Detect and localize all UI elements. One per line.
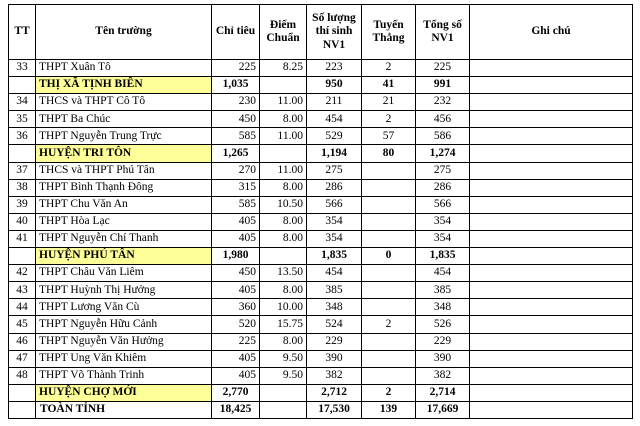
cell-ghi-chu bbox=[470, 367, 633, 384]
cell-chi-tieu: 225 bbox=[212, 333, 260, 350]
cell-ghi-chu bbox=[470, 162, 633, 179]
cell-tuyen-thang: 2 bbox=[362, 316, 416, 333]
cell-total-name: TOÀN TỈNH bbox=[36, 401, 212, 418]
cell-tong-so: 390 bbox=[416, 350, 470, 367]
header-tuyen-thang: Tuyển Thẳng bbox=[362, 5, 416, 60]
cell-tong-so: 229 bbox=[416, 333, 470, 350]
cell-tong-so: 225 bbox=[416, 60, 470, 77]
cell-so-luong: 223 bbox=[307, 60, 362, 77]
group-subtotal-row bbox=[9, 77, 633, 94]
table-row bbox=[9, 196, 633, 213]
cell-tt bbox=[9, 384, 36, 401]
cell-ghi-chu bbox=[470, 213, 633, 230]
cell-tt: 40 bbox=[9, 213, 36, 230]
cell-diem-chuan bbox=[260, 145, 307, 162]
cell-tong-so: 456 bbox=[416, 111, 470, 128]
cell-tong-so: 275 bbox=[416, 162, 470, 179]
cell-group-name: HUYỆN CHỢ MỚI bbox=[36, 384, 212, 401]
header-ten-truong: Tên trường bbox=[36, 5, 212, 60]
cell-chi-tieu: 18,425 bbox=[212, 401, 260, 418]
cell-tong-so: 2,714 bbox=[416, 384, 470, 401]
cell-school-name: THCS và THPT Phú Tân bbox=[36, 162, 212, 179]
cell-tuyen-thang: 2 bbox=[362, 111, 416, 128]
cell-school-name: THPT Lương Văn Cù bbox=[36, 299, 212, 316]
cell-so-luong: 211 bbox=[307, 94, 362, 111]
cell-diem-chuan: 8.00 bbox=[260, 333, 307, 350]
cell-diem-chuan: 13.50 bbox=[260, 265, 307, 282]
cell-tong-so: 354 bbox=[416, 213, 470, 230]
cell-chi-tieu: 1,265 bbox=[212, 145, 260, 162]
cell-tt: 34 bbox=[9, 94, 36, 111]
cell-chi-tieu: 405 bbox=[212, 230, 260, 247]
cell-tong-so: 385 bbox=[416, 282, 470, 299]
cell-tt bbox=[9, 145, 36, 162]
cell-ghi-chu bbox=[470, 248, 633, 265]
header-so-luong: Số lượng thí sinh NV1 bbox=[307, 5, 362, 60]
cell-tt bbox=[9, 401, 36, 418]
cell-diem-chuan: 15.75 bbox=[260, 316, 307, 333]
cell-diem-chuan: 8.00 bbox=[260, 213, 307, 230]
header-tong-so: Tổng số NV1 bbox=[416, 5, 470, 60]
cell-ghi-chu bbox=[470, 299, 633, 316]
cell-school-name: THPT Ba Chúc bbox=[36, 111, 212, 128]
cell-tong-so: 526 bbox=[416, 316, 470, 333]
cell-so-luong: 385 bbox=[307, 282, 362, 299]
cell-so-luong: 1,835 bbox=[307, 248, 362, 265]
cell-ghi-chu bbox=[470, 265, 633, 282]
cell-so-luong: 286 bbox=[307, 179, 362, 196]
table-row bbox=[9, 128, 633, 145]
cell-tt: 35 bbox=[9, 111, 36, 128]
group-subtotal-row bbox=[9, 145, 633, 162]
cell-school-name: THPT Chu Văn An bbox=[36, 196, 212, 213]
cell-ghi-chu bbox=[470, 333, 633, 350]
cell-tt: 42 bbox=[9, 265, 36, 282]
cell-ghi-chu bbox=[470, 316, 633, 333]
cell-tuyen-thang bbox=[362, 179, 416, 196]
cell-school-name: THPT Nguyễn Hữu Cảnh bbox=[36, 316, 212, 333]
cell-diem-chuan: 8.25 bbox=[260, 60, 307, 77]
cell-diem-chuan: 11.00 bbox=[260, 94, 307, 111]
table-row bbox=[9, 299, 633, 316]
cell-tt: 37 bbox=[9, 162, 36, 179]
cell-tuyen-thang bbox=[362, 350, 416, 367]
cell-diem-chuan: 8.00 bbox=[260, 282, 307, 299]
cell-school-name: THPT Nguyễn Trung Trực bbox=[36, 128, 212, 145]
cell-tuyen-thang: 2 bbox=[362, 60, 416, 77]
cell-diem-chuan bbox=[260, 401, 307, 418]
cell-ghi-chu bbox=[470, 60, 633, 77]
cell-tong-so: 991 bbox=[416, 77, 470, 94]
cell-tt bbox=[9, 248, 36, 265]
cell-tuyen-thang: 57 bbox=[362, 128, 416, 145]
cell-tuyen-thang bbox=[362, 196, 416, 213]
cell-tuyen-thang: 80 bbox=[362, 145, 416, 162]
cell-diem-chuan bbox=[260, 248, 307, 265]
table-row bbox=[9, 316, 633, 333]
cell-tt: 41 bbox=[9, 230, 36, 247]
cell-tong-so: 382 bbox=[416, 367, 470, 384]
cell-tt: 44 bbox=[9, 299, 36, 316]
cell-tuyen-thang bbox=[362, 299, 416, 316]
cell-school-name: THPT Nguyễn Chí Thanh bbox=[36, 230, 212, 247]
group-subtotal-row bbox=[9, 248, 633, 265]
admissions-table bbox=[8, 4, 633, 419]
cell-tuyen-thang bbox=[362, 282, 416, 299]
cell-diem-chuan bbox=[260, 384, 307, 401]
cell-diem-chuan: 8.00 bbox=[260, 179, 307, 196]
cell-tuyen-thang: 0 bbox=[362, 248, 416, 265]
table-row bbox=[9, 213, 633, 230]
cell-so-luong: 524 bbox=[307, 316, 362, 333]
cell-tt: 45 bbox=[9, 316, 36, 333]
cell-tong-so: 566 bbox=[416, 196, 470, 213]
cell-tt bbox=[9, 77, 36, 94]
cell-school-name: THCS và THPT Cô Tô bbox=[36, 94, 212, 111]
cell-so-luong: 348 bbox=[307, 299, 362, 316]
cell-ghi-chu bbox=[470, 145, 633, 162]
cell-chi-tieu: 2,770 bbox=[212, 384, 260, 401]
cell-so-luong: 390 bbox=[307, 350, 362, 367]
table-body bbox=[9, 60, 633, 419]
header-ghi-chu: Ghi chú bbox=[470, 5, 633, 60]
cell-so-luong: 354 bbox=[307, 213, 362, 230]
cell-school-name: THPT Bình Thạnh Đông bbox=[36, 179, 212, 196]
table-row bbox=[9, 179, 633, 196]
cell-tong-so: 348 bbox=[416, 299, 470, 316]
table-row bbox=[9, 350, 633, 367]
cell-chi-tieu: 405 bbox=[212, 350, 260, 367]
cell-diem-chuan: 9.50 bbox=[260, 350, 307, 367]
table-row bbox=[9, 230, 633, 247]
cell-tt: 43 bbox=[9, 282, 36, 299]
grand-total-row bbox=[9, 401, 633, 418]
cell-ghi-chu bbox=[470, 230, 633, 247]
cell-tt: 48 bbox=[9, 367, 36, 384]
cell-so-luong: 382 bbox=[307, 367, 362, 384]
cell-tt: 38 bbox=[9, 179, 36, 196]
cell-chi-tieu: 450 bbox=[212, 265, 260, 282]
cell-tong-so: 232 bbox=[416, 94, 470, 111]
header-chi-tieu: Chỉ tiêu bbox=[212, 5, 260, 60]
cell-ghi-chu bbox=[470, 111, 633, 128]
cell-tt: 39 bbox=[9, 196, 36, 213]
cell-tuyen-thang bbox=[362, 333, 416, 350]
cell-so-luong: 454 bbox=[307, 265, 362, 282]
cell-tuyen-thang: 2 bbox=[362, 384, 416, 401]
cell-ghi-chu bbox=[470, 401, 633, 418]
cell-chi-tieu: 405 bbox=[212, 367, 260, 384]
cell-diem-chuan: 8.00 bbox=[260, 111, 307, 128]
cell-so-luong: 2,712 bbox=[307, 384, 362, 401]
cell-tuyen-thang bbox=[362, 162, 416, 179]
cell-school-name: THPT Ung Văn Khiêm bbox=[36, 350, 212, 367]
cell-school-name: THPT Nguyễn Văn Hưởng bbox=[36, 333, 212, 350]
group-subtotal-row bbox=[9, 384, 633, 401]
cell-tuyen-thang bbox=[362, 213, 416, 230]
cell-group-name: THỊ XÃ TỊNH BIÊN bbox=[36, 77, 212, 94]
cell-chi-tieu: 520 bbox=[212, 316, 260, 333]
cell-chi-tieu: 1,035 bbox=[212, 77, 260, 94]
cell-chi-tieu: 360 bbox=[212, 299, 260, 316]
cell-diem-chuan: 8.00 bbox=[260, 230, 307, 247]
cell-group-name: HUYỆN PHÚ TÂN bbox=[36, 248, 212, 265]
header-tt: TT bbox=[9, 5, 36, 60]
table-row bbox=[9, 282, 633, 299]
cell-ghi-chu bbox=[470, 196, 633, 213]
cell-chi-tieu: 315 bbox=[212, 179, 260, 196]
cell-tong-so: 1,274 bbox=[416, 145, 470, 162]
cell-chi-tieu: 585 bbox=[212, 196, 260, 213]
table-row bbox=[9, 60, 633, 77]
cell-tt: 47 bbox=[9, 350, 36, 367]
cell-school-name: THPT Hòa Lạc bbox=[36, 213, 212, 230]
cell-tuyen-thang bbox=[362, 367, 416, 384]
cell-tuyen-thang bbox=[362, 230, 416, 247]
cell-so-luong: 454 bbox=[307, 111, 362, 128]
table-row bbox=[9, 265, 633, 282]
cell-diem-chuan: 9.50 bbox=[260, 367, 307, 384]
table-row bbox=[9, 333, 633, 350]
cell-tuyen-thang: 41 bbox=[362, 77, 416, 94]
cell-tuyen-thang: 21 bbox=[362, 94, 416, 111]
cell-tuyen-thang bbox=[362, 265, 416, 282]
cell-school-name: THPT Châu Văn Liêm bbox=[36, 265, 212, 282]
cell-ghi-chu bbox=[470, 179, 633, 196]
cell-tong-so: 586 bbox=[416, 128, 470, 145]
cell-school-name: THPT Huỳnh Thị Hưởng bbox=[36, 282, 212, 299]
cell-diem-chuan bbox=[260, 77, 307, 94]
cell-diem-chuan: 11.00 bbox=[260, 128, 307, 145]
table-header bbox=[9, 5, 633, 60]
cell-tong-so: 17,669 bbox=[416, 401, 470, 418]
cell-so-luong: 950 bbox=[307, 77, 362, 94]
cell-so-luong: 17,530 bbox=[307, 401, 362, 418]
cell-tuyen-thang: 139 bbox=[362, 401, 416, 418]
cell-so-luong: 566 bbox=[307, 196, 362, 213]
header-diem-chuan: Điểm Chuẩn bbox=[260, 5, 307, 60]
cell-ghi-chu bbox=[470, 350, 633, 367]
cell-tong-so: 1,835 bbox=[416, 248, 470, 265]
table-row bbox=[9, 162, 633, 179]
cell-ghi-chu bbox=[470, 94, 633, 111]
table-row bbox=[9, 94, 633, 111]
cell-so-luong: 354 bbox=[307, 230, 362, 247]
cell-ghi-chu bbox=[470, 282, 633, 299]
cell-chi-tieu: 450 bbox=[212, 111, 260, 128]
table-row bbox=[9, 111, 633, 128]
cell-ghi-chu bbox=[470, 77, 633, 94]
cell-diem-chuan: 10.50 bbox=[260, 196, 307, 213]
cell-tong-so: 286 bbox=[416, 179, 470, 196]
cell-ghi-chu bbox=[470, 128, 633, 145]
cell-chi-tieu: 225 bbox=[212, 60, 260, 77]
cell-so-luong: 529 bbox=[307, 128, 362, 145]
cell-tt: 46 bbox=[9, 333, 36, 350]
cell-chi-tieu: 405 bbox=[212, 213, 260, 230]
cell-group-name: HUYỆN TRI TÔN bbox=[36, 145, 212, 162]
cell-chi-tieu: 405 bbox=[212, 282, 260, 299]
cell-chi-tieu: 1,980 bbox=[212, 248, 260, 265]
cell-diem-chuan: 11.00 bbox=[260, 162, 307, 179]
cell-ghi-chu bbox=[470, 384, 633, 401]
cell-tong-so: 454 bbox=[416, 265, 470, 282]
table-row bbox=[9, 367, 633, 384]
cell-tt: 33 bbox=[9, 60, 36, 77]
cell-chi-tieu: 585 bbox=[212, 128, 260, 145]
cell-diem-chuan: 10.00 bbox=[260, 299, 307, 316]
cell-chi-tieu: 230 bbox=[212, 94, 260, 111]
cell-so-luong: 275 bbox=[307, 162, 362, 179]
cell-school-name: THPT Võ Thành Trinh bbox=[36, 367, 212, 384]
cell-so-luong: 229 bbox=[307, 333, 362, 350]
cell-tong-so: 354 bbox=[416, 230, 470, 247]
cell-school-name: THPT Xuân Tô bbox=[36, 60, 212, 77]
cell-so-luong: 1,194 bbox=[307, 145, 362, 162]
cell-chi-tieu: 270 bbox=[212, 162, 260, 179]
cell-tt: 36 bbox=[9, 128, 36, 145]
